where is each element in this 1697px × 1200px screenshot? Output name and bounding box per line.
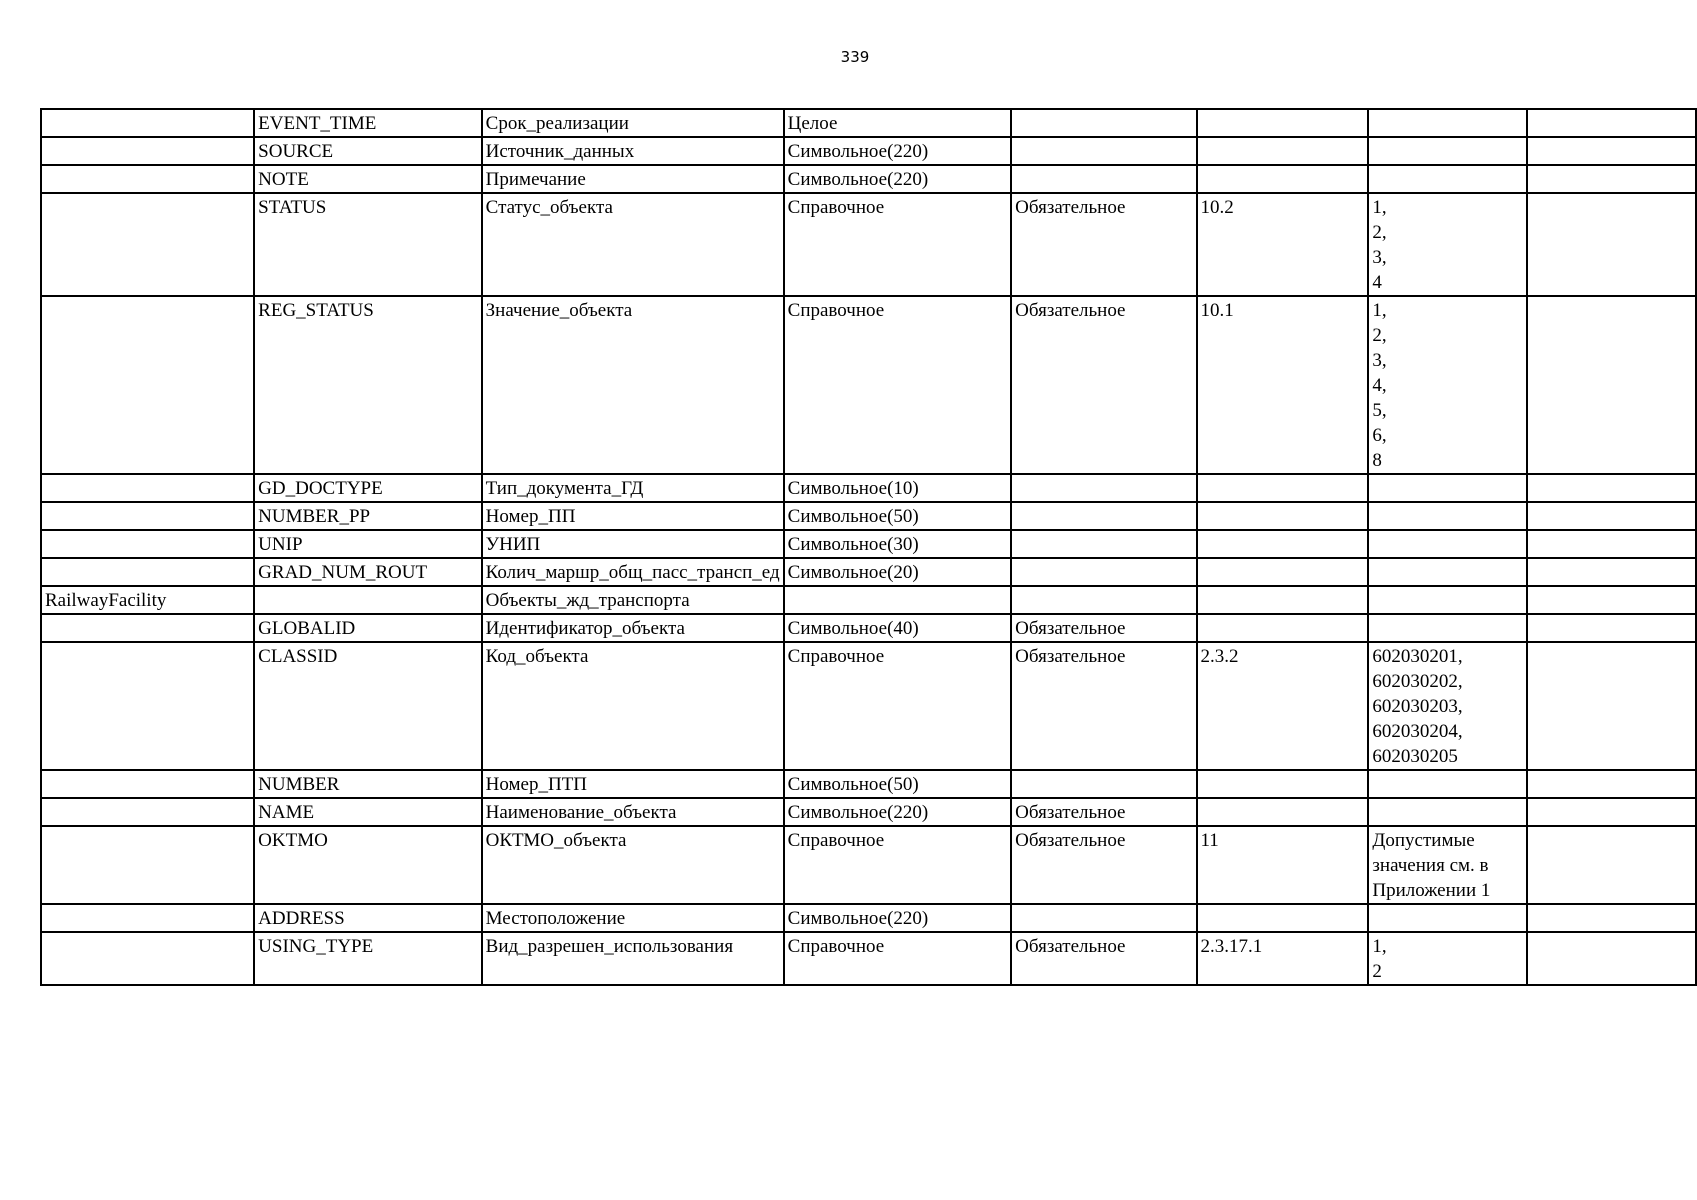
cell-reference [1197,109,1369,137]
cell-requirement [1011,109,1196,137]
cell-field-name [254,586,481,614]
cell-notes [1527,502,1696,530]
cell-field-name: OKTMO [254,826,481,904]
cell-field-description: Значение_объекта [482,296,784,474]
cell-values: 1, 2 [1368,932,1527,985]
cell-notes [1527,614,1696,642]
table-row [41,770,1696,798]
cell-object-class [41,296,254,474]
cell-field-description: ОКТМО_объекта [482,826,784,904]
cell-object-class [41,904,254,932]
cell-reference: 2.3.17.1 [1197,932,1369,985]
cell-requirement [1011,165,1196,193]
cell-data-type: Символьное(220) [784,904,1012,932]
cell-object-class: RailwayFacility [41,586,254,614]
cell-reference [1197,165,1369,193]
cell-field-name: GD_DOCTYPE [254,474,481,502]
cell-requirement [1011,586,1196,614]
cell-field-name: GRAD_NUM_ROUT [254,558,481,586]
cell-notes [1527,904,1696,932]
cell-field-name: NOTE [254,165,481,193]
table-row [41,193,1696,296]
cell-requirement: Обязательное [1011,826,1196,904]
cell-data-type: Символьное(20) [784,558,1012,586]
cell-object-class [41,770,254,798]
cell-notes [1527,530,1696,558]
cell-object-class [41,502,254,530]
table-row [41,137,1696,165]
cell-requirement [1011,530,1196,558]
cell-notes [1527,798,1696,826]
cell-field-name: NAME [254,798,481,826]
cell-field-description: Объекты_жд_транспорта [482,586,784,614]
cell-reference: 10.2 [1197,193,1369,296]
cell-data-type: Символьное(220) [784,137,1012,165]
table-row [41,502,1696,530]
cell-notes [1527,137,1696,165]
cell-values [1368,798,1527,826]
table-row [41,474,1696,502]
cell-values: 1, 2, 3, 4, 5, 6, 8 [1368,296,1527,474]
cell-requirement: Обязательное [1011,798,1196,826]
cell-reference: 10.1 [1197,296,1369,474]
cell-values [1368,109,1527,137]
cell-requirement: Обязательное [1011,296,1196,474]
table-row [41,586,1696,614]
cell-reference [1197,530,1369,558]
cell-object-class [41,932,254,985]
cell-values [1368,614,1527,642]
cell-requirement: Обязательное [1011,642,1196,770]
cell-values: Допустимые значения см. в Приложении 1 [1368,826,1527,904]
cell-values [1368,137,1527,165]
cell-field-description: Статус_объекта [482,193,784,296]
cell-reference [1197,614,1369,642]
cell-notes [1527,558,1696,586]
cell-field-name: SOURCE [254,137,481,165]
table-row [41,296,1696,474]
cell-object-class [41,530,254,558]
cell-requirement [1011,904,1196,932]
cell-field-description: Тип_документа_ГД [482,474,784,502]
cell-values [1368,502,1527,530]
cell-field-name: USING_TYPE [254,932,481,985]
cell-values [1368,474,1527,502]
cell-notes [1527,296,1696,474]
cell-data-type: Справочное [784,642,1012,770]
cell-values [1368,558,1527,586]
cell-notes [1527,165,1696,193]
cell-object-class [41,614,254,642]
cell-values [1368,165,1527,193]
table-row [41,904,1696,932]
cell-reference [1197,137,1369,165]
cell-values [1368,904,1527,932]
cell-requirement [1011,474,1196,502]
cell-notes [1527,586,1696,614]
cell-field-description: Номер_ПП [482,502,784,530]
cell-field-name: NUMBER [254,770,481,798]
cell-requirement [1011,502,1196,530]
cell-values: 602030201, 602030202, 602030203, 602030204, 602030205 [1368,642,1527,770]
cell-field-description: УНИП [482,530,784,558]
page-number: 339 [840,48,870,66]
cell-field-description: Идентификатор_объекта [482,614,784,642]
cell-data-type: Целое [784,109,1012,137]
cell-field-name: NUMBER_PP [254,502,481,530]
cell-reference [1197,502,1369,530]
cell-object-class [41,826,254,904]
cell-object-class [41,165,254,193]
cell-values [1368,586,1527,614]
cell-values [1368,530,1527,558]
cell-reference [1197,904,1369,932]
cell-notes [1527,474,1696,502]
cell-object-class [41,798,254,826]
cell-requirement [1011,558,1196,586]
cell-notes [1527,826,1696,904]
cell-requirement [1011,770,1196,798]
cell-reference [1197,798,1369,826]
cell-field-name: STATUS [254,193,481,296]
cell-reference [1197,586,1369,614]
cell-values [1368,770,1527,798]
cell-field-description: Код_объекта [482,642,784,770]
cell-notes [1527,642,1696,770]
cell-data-type: Справочное [784,296,1012,474]
table-row [41,642,1696,770]
cell-data-type: Символьное(220) [784,165,1012,193]
cell-field-name: ADDRESS [254,904,481,932]
cell-field-name: REG_STATUS [254,296,481,474]
cell-requirement: Обязательное [1011,193,1196,296]
cell-requirement [1011,137,1196,165]
cell-object-class [41,642,254,770]
cell-field-name: UNIP [254,530,481,558]
cell-object-class [41,137,254,165]
cell-notes [1527,932,1696,985]
cell-object-class [41,558,254,586]
table-row [41,109,1696,137]
cell-data-type [784,586,1012,614]
cell-requirement: Обязательное [1011,614,1196,642]
cell-data-type: Символьное(220) [784,798,1012,826]
cell-field-description: Местоположение [482,904,784,932]
table-row [41,614,1696,642]
table-row [41,165,1696,193]
cell-notes [1527,193,1696,296]
cell-field-description: Наименование_объекта [482,798,784,826]
table-row [41,558,1696,586]
cell-requirement: Обязательное [1011,932,1196,985]
cell-reference: 2.3.2 [1197,642,1369,770]
cell-data-type: Справочное [784,193,1012,296]
cell-field-description: Примечание [482,165,784,193]
cell-object-class [41,109,254,137]
cell-notes [1527,109,1696,137]
cell-data-type: Символьное(50) [784,770,1012,798]
table-row [41,798,1696,826]
cell-reference [1197,474,1369,502]
cell-values: 1, 2, 3, 4 [1368,193,1527,296]
cell-object-class [41,193,254,296]
cell-data-type: Символьное(50) [784,502,1012,530]
table-row [41,826,1696,904]
cell-reference: 11 [1197,826,1369,904]
cell-data-type: Символьное(40) [784,614,1012,642]
cell-field-description: Вид_разрешен_использования [482,932,784,985]
table-row [41,530,1696,558]
cell-field-description: Колич_маршр_общ_пасс_трансп_ед [482,558,784,586]
cell-field-name: GLOBALID [254,614,481,642]
cell-data-type: Справочное [784,932,1012,985]
cell-reference [1197,770,1369,798]
cell-object-class [41,474,254,502]
cell-field-name: CLASSID [254,642,481,770]
cell-data-type: Справочное [784,826,1012,904]
cell-field-description: Срок_реализации [482,109,784,137]
cell-data-type: Символьное(30) [784,530,1012,558]
attribute-table [40,108,1697,986]
cell-field-description: Источник_данных [482,137,784,165]
cell-field-description: Номер_ПТП [482,770,784,798]
cell-notes [1527,770,1696,798]
cell-data-type: Символьное(10) [784,474,1012,502]
cell-reference [1197,558,1369,586]
table-row [41,932,1696,985]
cell-field-name: EVENT_TIME [254,109,481,137]
